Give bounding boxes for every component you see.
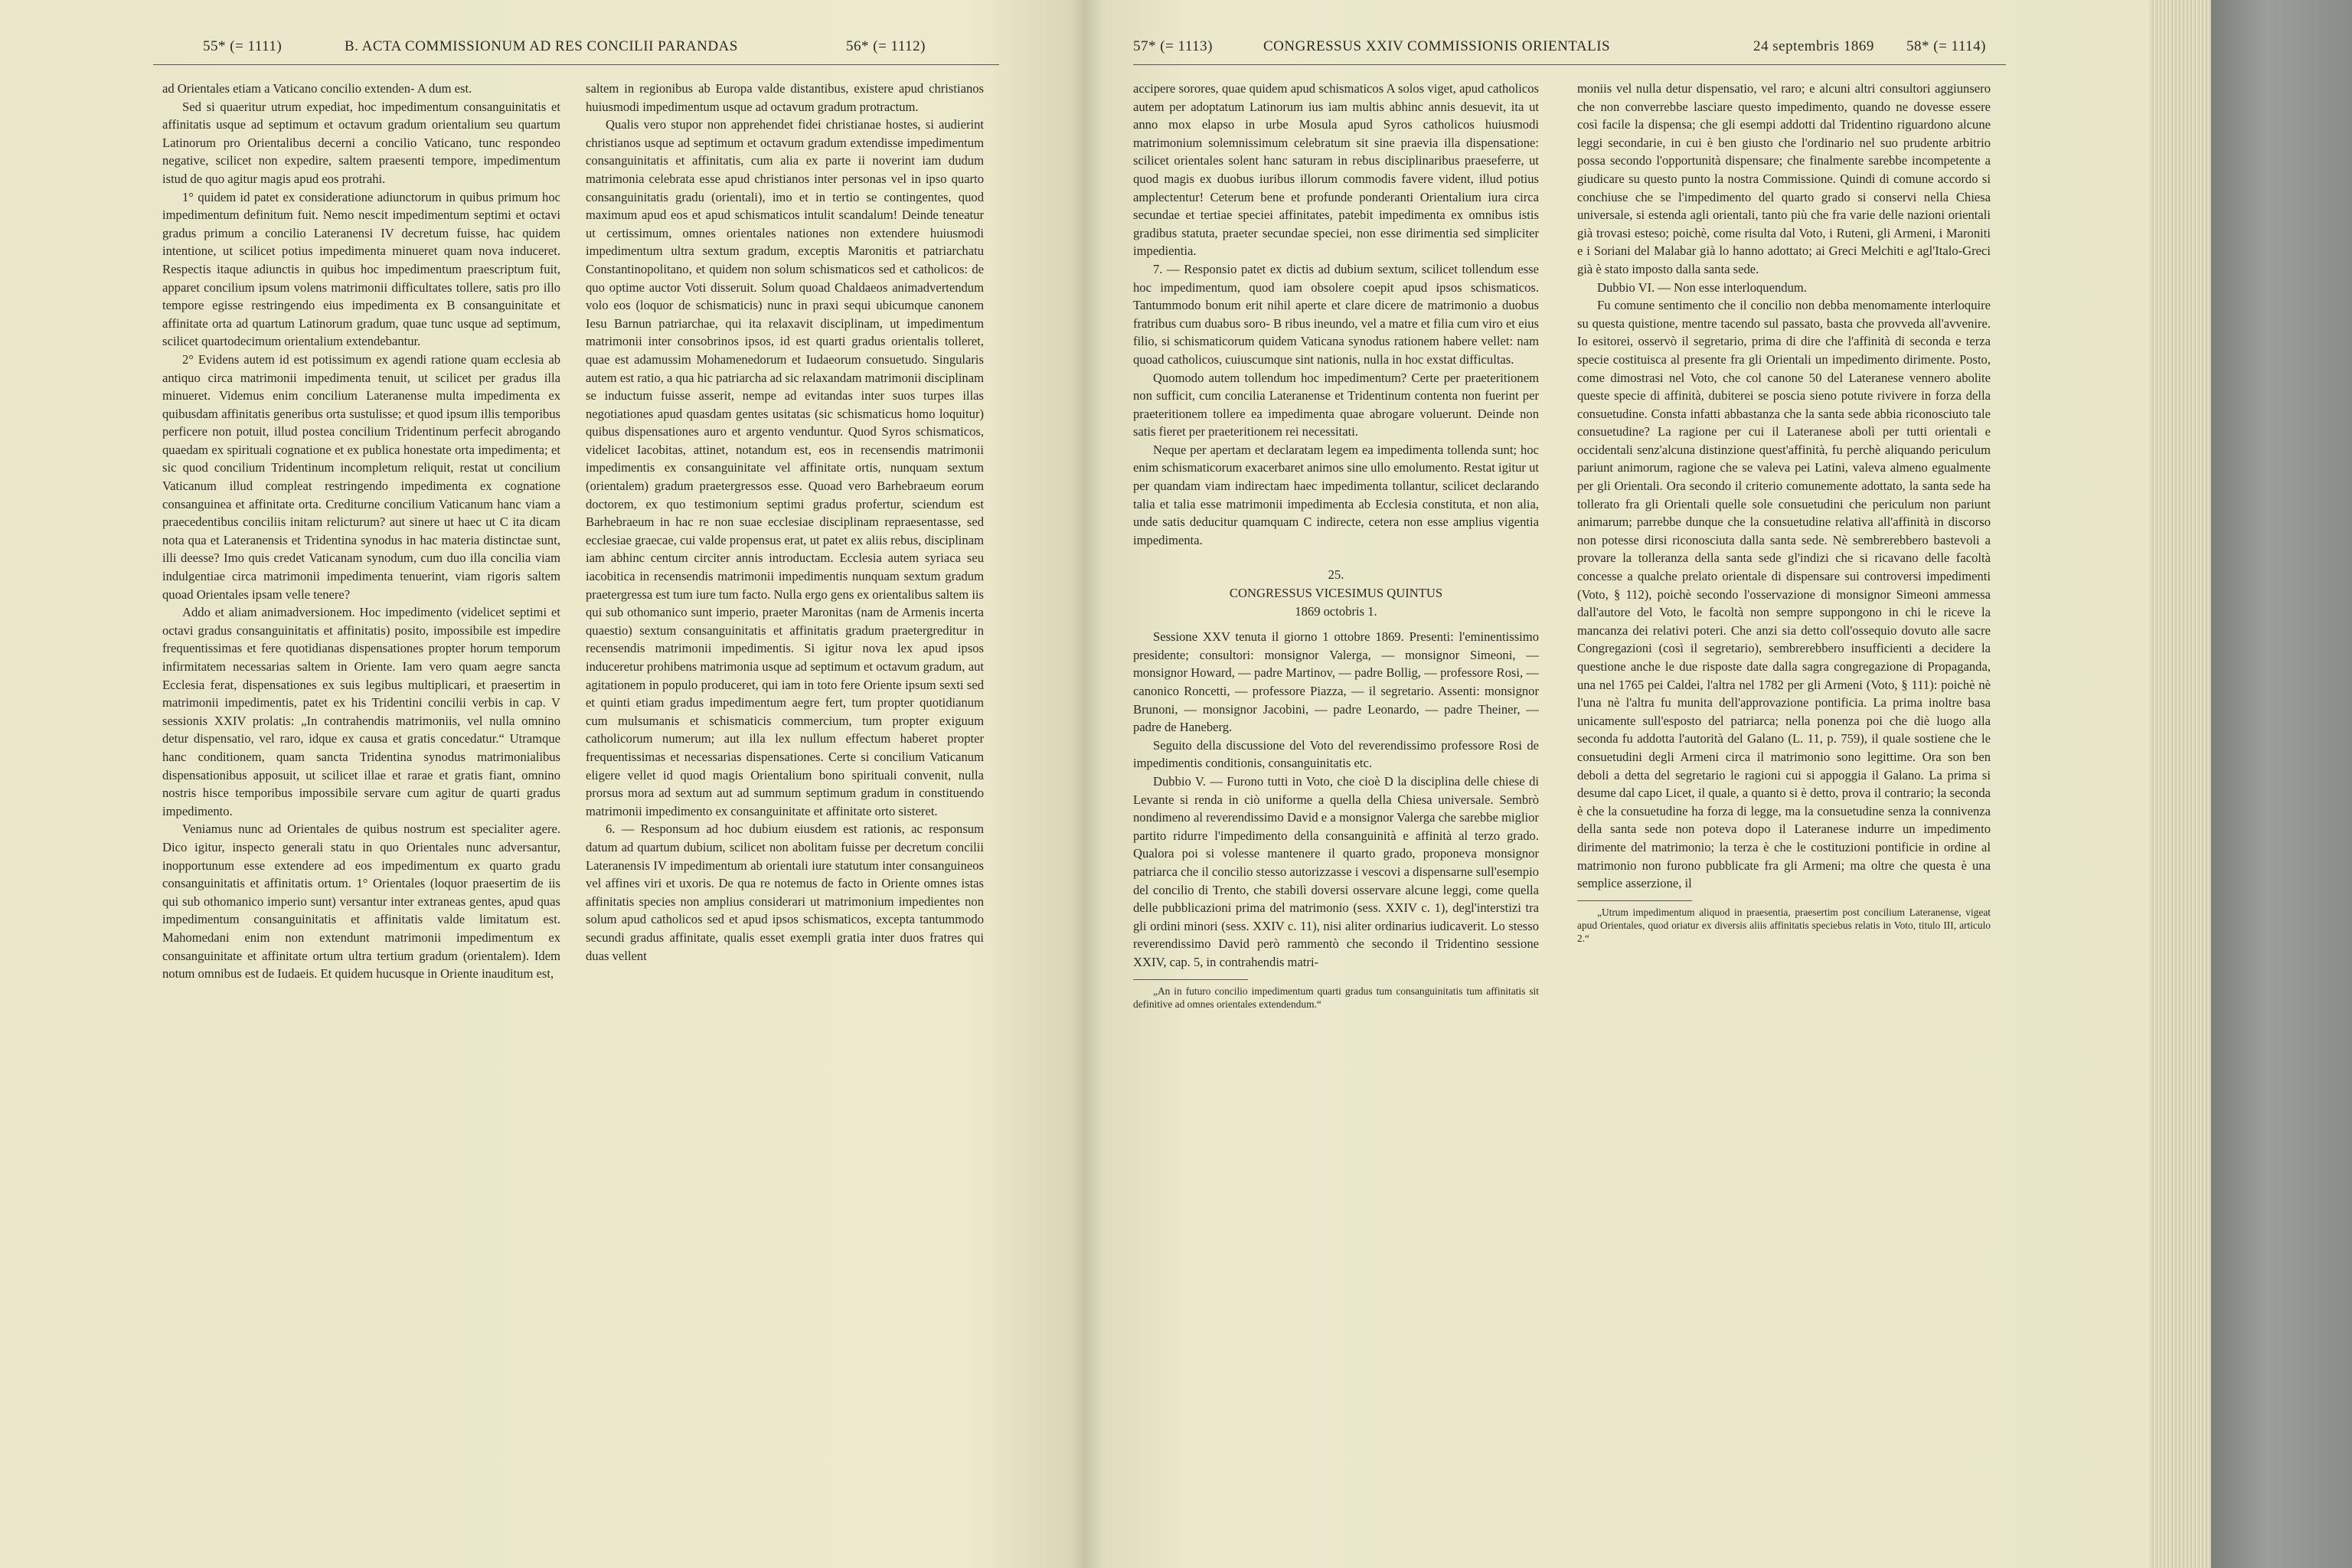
paragraph: Dubbio V. — Furono tutti in Voto, che cioè D la disciplina delle chiese di Levante si renda in ciò uniforme a quella della Chiesa universale. Sembrò nondimeno al reverendissimo David e a monsignor Valerga che sarebbe miglior partito ridurre l'impedimento della consanguinità e affinità al terzo grado. Qualora poi si volesse mantenere il quarto grado, proponeva monsignor patriarca che il concilio stesso autorizzasse i vescovi a dispensarne sull'esempio del concilio di Trento, che stabilì doversi osservare alcune leggi, come quella delle pubblicazioni prima del matrimonio (sess. XXIV c. 1), degl'interstizi tra gli ordini minori (sess. XXIV c. 11), nisi aliter ordinarius iudicaverit. Lo stesso reverendissimo David però rammentò che secondo il Tridentino sessione XXIV, cap. 5, in contrahendis matri- <box>1133 773 1539 969</box>
paragraph: saltem in regionibus ab Europa valde distantibus, existere apud christianos huiusmodi impedimentum usque ad octavum gradum protractum. <box>586 81 984 114</box>
left-page <box>153 0 999 1568</box>
section-number: 25. <box>1328 567 1344 583</box>
book-cover <box>2211 0 2352 1568</box>
paragraph: Quomodo autem tollendum hoc impedimentum? Certe per praeteritionem non sufficit, cum concilia Lateranense et Tridentinum contenta non fuerint per praeteritionem tollere ea impedimenta quae abrogare voluerunt. Deinde non satis fieret per praeteritionem rei necessitati. <box>1133 370 1539 439</box>
footnote-rule <box>1577 900 1692 901</box>
right-page-date: 24 septembris 1869 <box>1753 38 1874 54</box>
paragraph: Qualis vero stupor non apprehendet fidei christianae hostes, si audierint christianos usque ad septimum et octavum gradum extendisse impedimentum consanguinitatis et affinitatis, cum alia ex parte ii noverint iam dudum matrimonia celebrata esse apud christianos inter personas vel in ipso quarto consanguinitatis gradu (orientali), imo et in tertio se contingentes, quod maximum apud eos et apud schismaticos intulit scandalum! Deinde teneatur ut certissimum, omnes orientales nationes non extendere huiusmodi impedimentum ultra sextum gradum, exceptis Maronitis et patriarchatu Constantinopolitano, et quidem non solum schismaticos sed et catholicos: de quo optime auctor Voti disseruit. Solum quoad Chaldaeos animadvertendum volo eos (loquor de schismaticis) nunc in praxi sequi ubicumque canonem Iesu Barnun patriarchae, qui ita relaxavit disciplinam, ut impedimentum matrimonii inter consobrinos ipsos, id est quarti gradus orientalis tolleret, quae est adamussim Mohamenedorum et Iudaeorum consuetudo. Singularis autem est ratio, a qua hic patriarcha ad sic relaxandam matrimonii disciplinam se inductum fuisse asserit, nempe ad evitandas inter suos turpes illas negotiationes apud quasdam gentes usitatas (sic schismaticus homo loquitur) quibus dispensationes auro et argento venduntur. Quod Syros schismaticos, videlicet Iacobitas, attinet, notandum est, eos in recensendis matrimonii impedimentis ex consanguinitate vel affinitate ortis, nunquam sextum (orientalem) gradum praetergressos esse. Quoad vero Barhebraeum eorum doctorem, ex quo testimonium septimi gradus profertur, sciendum est Barhebraeum in hac re non suae ecclesiae disciplinam repraesentasse, sed ecclesiae graecae, cui valde propensus erat, ut patet ex aliis rebus, disciplinam iam abhinc centum circiter annis introductam. Ecclesia autem syriaca seu iacobitica in recensendis matrimonii impedimentis nunquam sextum gradum praetergressa est tum iure tum facto. Nulla ergo gens ex orientalibus saltem iis qui sub othomanico sunt imperio, praeter Maronitas (nam de Armenis incerta quaestio) sextum consanguinitatis et affinitatis gradum praetergreditur in recensendis matrimonii impedimentis. Si igitur nova lex apud ipsos induceretur prohibens matrimonia usque ad septimum et octavum gradum, aut agitationem in populo produceret, qui iam in toto fere Oriente ipsum sexti sed et quinti etiam gradus impedimentum aegre fert, tum propter quotidianum cum mulsumanis et schismaticis commercium, tum propter exiguum catholicorum numerum; aut illa lex nullum effectum haberet propter frequentissimas et necessarias dispensationes. Certe si concilium Vaticanum eligere vellet id quod magis Orientalium bono spirituali convenit, nulla prorsus mora ad sextum aut ad summum septimum gradum in constituendo matrimonii impedimento ex consanguinitate et affinitate orto sisteret. <box>586 117 984 818</box>
paragraph: Seguito della discussione del Voto del reverendissimo professore Rosi de impedimentis conditionis, consanguinitatis etc. <box>1133 737 1539 771</box>
paragraph: Sed si quaeritur utrum expediat, hoc impedimentum consanguinitatis et affinitatis usque ad septimum et octavum gradum orientalium seu quartum Latinorum pro Orientalibus decerni a concilio Vaticano, tunc respondeo negative, scilicet non expedire, saltem praesenti tempore, impedimentum istud de quo agitur magis apud eos protrahi. <box>162 99 560 186</box>
left-page-number-left: 55* (= 1111) <box>203 38 283 54</box>
paragraph: accipere sorores, quae quidem apud schismaticos A solos viget, apud catholicos autem per adoptatum Latinorum ius iam multis abhinc annis desuevit, ita ut anno mox elapso in urbe Mosula apud Syros catholicos huiusmodi matrimonium solemnissimum celebratum sit sine praevia illa dispensatione: scilicet orientales solent hanc saturam in rebus disciplinaribus praeseferre, ut quod magis ex duobus iuribus illorum commodis favere vident, illud potius amplectentur! Ceterum bene et profunde ponderanti Orientalium iura circa secundae et tertiae speciei affinitates, patebit impedimenta ex omnibus istis gradibus statuta, praeter secundae speciei, non esse dirimentia sed simpliciter impedientia. <box>1133 81 1539 259</box>
right-page <box>1133 0 2006 1568</box>
right-page-title: CONGRESSUS XXIV COMMISSIONIS ORIENTALIS <box>1263 38 1611 54</box>
paragraph: 7. — Responsio patet ex dictis ad dubium sextum, scilicet tollendum esse hoc impedimentum, quod iam obsolere coepit apud ipsos schismaticos. Tantummodo bonum erit nihil aperte et clare dicere de matrimonio a duobus fratribus cum duabus soro- B ribus ineundo, vel a matre et filia cum viro et eius filio, si schismaticorum quidem Vaticana synodus rationem habere vellet: nam quoad catholicos, cuiuscumque sint nationis, nulla in hoc exstat difficultas. <box>1133 261 1539 367</box>
section-title: CONGRESSUS VICESIMUS QUINTUS <box>1229 586 1443 601</box>
paragraph: Addo et aliam animadversionem. Hoc impedimento (videlicet septimi et octavi gradus consanguinitatis et affinitatis) posito, impossibile est impedire frequentissimas et fere quotidianas dispensationes propter horum temporum infirmitatem necessarias saltem in Oriente. Iam vero quam aegre sancta Ecclesia ferat, dispensationes ex suis legibus multiplicari, et praesertim in matrimonii impedimentis, patet ex his Tridentini concilii verbis in cap. V sessionis XXIV prolatis: „In contrahendis matrimoniis, vel nulla omnino detur dispensatio, vel raro, idque ex causa et gratis concedatur.“ Utramque hanc conditionem, quam sancta Tridentina synodus matrimonialibus dispensationibus apposuit, ut scilicet illae et rarae et gratis fiant, omnino nostris hisce temporibus impossibile servare cum agitur de quarti gradus impedimento. <box>162 605 560 818</box>
footnote: „Utrum impedimentum aliquod in praesentia, praesertim post concilium Lateranense, vigeat apud Orientales, quod oriatur ex diversis aliis affinitatis speciebus relatis in Voto, titulo III, articulo 2.“ <box>1577 906 1991 944</box>
paragraph: 6. — Responsum ad hoc dubium eiusdem est rationis, ac responsum datum ad quartum dubium, scilicet non abolitam fuisse per decretum concilii Lateranensis IV impedimentum ab orientali iure statutum inter consanguineos vel affines viri et uxoris. De qua re notemus de facto in Oriente omnes istas affinitatis species non amplius considerari ut matrimonium impedientes non solum apud catholicos sed et apud ipsos schismaticos, excepta tantummodo secundi gradus affinitate, qualis esset exempli gratia inter duos fratres qui duas vellent <box>586 822 984 963</box>
left-column-2 <box>586 80 984 1488</box>
section-date: 1869 octobris 1. <box>1295 603 1377 619</box>
footnote-rule <box>1133 979 1248 980</box>
paragraph: Veniamus nunc ad Orientales de quibus nostrum est specialiter agere. Dico igitur, inspecto generali statu in quo Orientales nunc adversantur, inopportunum esse extendere ad eos impedimentum ex quarto gradu consanguinitatis et affinitatis ortum. 1° Orientales (loquor praesertim de iis qui sub othomanico imperio sunt) versantur inter extraneas gentes, apud quas impedimentum consanguinitatis et affinitatis valde limitatum est. Mahomedani enim non extendunt matrimonii impedimentum ex consanguinitate et affinitate ortum ultra tertium gradum (orientalem). Idem notum omnibus est de Iudaeis. Et quidem hucusque in Oriente inauditum est, <box>162 822 560 982</box>
left-column-1 <box>162 80 560 1488</box>
left-page-title: B. ACTA COMMISSIONUM AD RES CONCILII PARANDAS <box>345 38 738 54</box>
paragraph: moniis vel nulla detur dispensatio, vel raro; e alcuni altri consultori aggiunsero che non converrebbe lasciare questo impedimento, quando ne dovesse essere così facile la dispensa; che gli esempi addotti dal Tridentino riguardono alcune leggi secondarie, in cui è ben giusto che l'ordinario nel suo prudente arbitrio possa secondo l'opportunità dispensare; che finalmente sarebbe incompetente a giudicare su questo punto la nostra Commissione. Quindi di comune accordo si conchiuse che se l'impedimento del quarto grado si conservi nella Chiesa universale, si estenda agli orientali, tanto più che fra varie delle nazioni orientali già trovasi esteso; poichè, come risulta dal Voto, i Ruteni, gli Armeni, i Maroniti e i Soriani del Malabar già lo hanno adottato; ai Greci Melchiti e agl'Italo-Greci già è stato imposto dalla santa sede. <box>1577 81 1991 276</box>
left-header-rule <box>153 64 999 65</box>
left-page-number-right: 56* (= 1112) <box>846 38 926 54</box>
right-page-number-right: 58* (= 1114) <box>1906 38 1986 54</box>
paragraph: Dubbio VI. — Non esse interloquendum. <box>1597 279 1807 295</box>
right-header-rule <box>1133 64 2006 65</box>
paragraph: 2° Evidens autem id est potissimum ex agendi ratione quam ecclesia ab antiquo circa matrimonii impedimenta tenuit, ut scilicet per gradus illa minueret. Videmus enim concilium Lateranense multa impedimenta ex quibusdam affinitatis generibus orta sustulisse; et quod ipsum illis temporibus perficere non potuit, illud postea concilium Tridentinum perfecit abrogando quaedam ex spirituali cognatione et ex publica honestate orta impedimenta; et sic quod concilium Tridentinum incompletum reliquit, restat ut concilium Vaticanum illud compleat restringendo impedimenta ex cognatione consanguinea et affinitate orta. Crediturne concilium Vaticanum hanc viam a praecedentibus conciliis initam relicturum? aut sinere ut haec ut C ita dicam nota qua et Lateranensis et Tridentina synodus in hac materia distinctae sunt, illi deesse? Imo quis credet Vaticanam synodum, cum duo illa concilia viam indulgentiae circa matrimonii impedimenta tenuerint, viam rigoris saltem quoad Orientales ipsam velle tenere? <box>162 351 560 602</box>
footnote: „An in futuro concilio impedimentum quarti gradus tum consanguinitatis tum affinitatis sit definitive ad omnes orientales extendendum.“ <box>1133 985 1539 1010</box>
right-column-1 <box>1133 80 1539 1488</box>
paragraph: Neque per apertam et declaratam legem ea impedimenta tollenda sunt; hoc enim schismaticorum exacerbaret animos sine ullo emolumento. Restat igitur ut per quandam viam indirectam haec impedimenta tollantur, scilicet declarando talia et talia esse matrimonii impedimenta ab Ecclesia constituta, et non alia, unde satis deducitur quamquam C indirecte, cetera non esse amplius vigentia impedimenta. <box>1133 442 1539 547</box>
paragraph: Sessione XXV tenuta il giorno 1 ottobre 1869. Presenti: l'eminentissimo presidente; consultori: monsignor Valerga, — monsignor Simeoni, — monsignor Howard, — padre Martinov, — padre Bollig, — professore Rosi, — canonico Roncetti, — professore Piazza, — il segretario. Assenti: monsignor Brunoni, — monsignor Jacobini, — padre Leonardo, — padre Theiner, — padre de Haneberg. <box>1133 629 1539 735</box>
paragraph: 1° quidem id patet ex consideratione adiunctorum in quibus primum hoc impedimentum definitum fuit. Nemo nescit impedimentum septimi et octavi gradus primum a concilio Lateranensi IV decretum fuisse, hac quidem intentione, ut scilicet potius impedimenta minueret quam nova induceret. Respectis itaque adiunctis in quibus hoc impedimentum praescriptum fuit, apparet concilium ipsum volens matrimonii difficultates tollere, satis pro illo tempore egisse restringendo eius impedimenta ex B consanguinitate et affinitate orta ad quartum Latinorum gradum, quae tunc usque ad septimum, scilicet quartodecimum orientalium extendebantur. <box>162 189 560 349</box>
page-edges <box>2151 0 2211 1568</box>
paragraph: ad Orientales etiam a Vaticano concilio extenden- A dum est. <box>162 81 472 96</box>
right-page-number-left: 57* (= 1113) <box>1133 38 1213 54</box>
paragraph: Fu comune sentimento che il concilio non debba menomamente interloquire su questa quistione, mentre tacendo sul passato, basta che provveda all'avvenire. Io esitorei, osservò il segretario, prima di dire che l'affinità di seconda e terza specie costituisca al presente fra gli Orientali un impedimento dirimente. Posto, come dimostrasi nel Voto, che col canone 50 del Lateranese vennero abolite queste specie di affinità, dubiterei se poscia sieno potute rivivere in forza della consuetudine. Consta infatti abbastanza che la santa sede abbia riconosciuto tale consuetudine? La ragione per cui il Lateranese abolì per tutti orientali e occidentali senz'alcuna distinzione quest'affinità, fu perchè aliquando periculum pariunt animorum, ragione che se valeva pei Latini, valeva almeno egualmente per gli Orientali. Ora secondo il criterio comunemente adottato, la santa sede ha tollerato fra gli Orientali quelle sole consuetudini che periculum non pariunt animarum; parrebbe dunque che la consuetudine relativa all'affinità in discorso non potesse dirsi riconosciuta dalla santa sede. Nè sembrerebbero bastevoli a provare la tolleranza della santa sede gl'indizi che si ricavano delle facoltà concesse a qualche prelato orientale di dispensare sui controversi impedimenti (Voto, § 112), poichè secondo l'osservazione di monsignor Simeoni ammessa dall'autore del Voto, le facoltà non sempre suppongono in chi le riceve la mancanza dei relativi poteri. Che anzi sia detto coll'ossequio dovuto alle sacre Congregazioni (così il segretario), sembrerebbero insufficienti a decidere la questione anche le due risposte date dalla sagra congregazione di Propaganda, una nel 1765 pei Caldei, l'altra nel 1782 per gli Armeni (Voto, § 111): poichè nè l'una nè l'altra fu munita dell'approvazione pontificia. La prima inoltre basa unicamente sull'esposto del patriarca; nella ponenza poi che diè luogo alla seconda fu addotta l'autorità del Galano (L. 11, p. 759), il quale sostiene che le consuetudini degli Armeni circa il matrimonio sono legittime. Ora son ben deboli a detta del segretario le ragioni cui si appoggia il Galano. La prima si desume dal capo Licet, il quale, a quanto si è detto, prova il contrario; la seconda è che la consuetudine ha forza di legge, ma la consuetudine senza la connivenza della santa sede non poteva dopo il Lateranese indurre un impedimento dirimente del matrimonio; la terza è che le costituzioni pontificie in ordine al matrimonio non furono pubblicate fra gli Armeni; ma oltre che questa è una semplice asserzione, il <box>1577 298 1991 891</box>
right-column-2 <box>1577 80 1991 1488</box>
